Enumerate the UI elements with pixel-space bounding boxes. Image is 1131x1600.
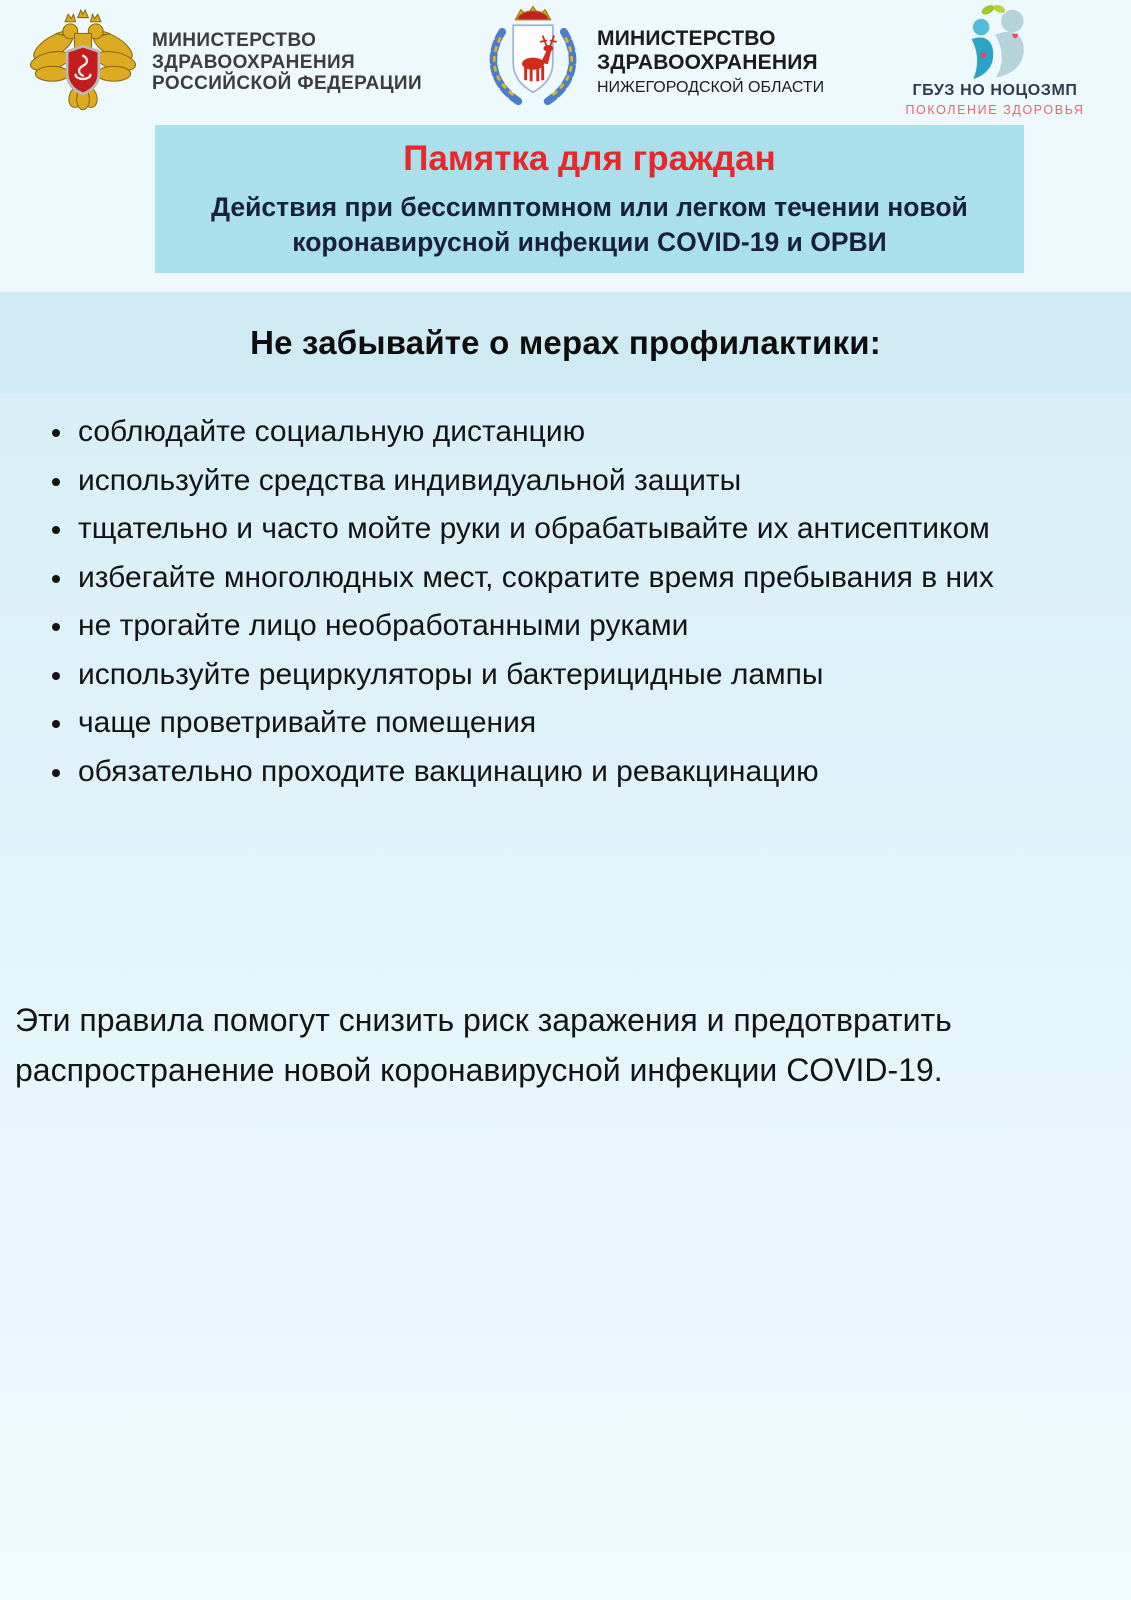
section-heading-band: [0, 292, 1131, 393]
gbuz-title: ГБУЗ НО НОЦОЗМП: [912, 82, 1078, 99]
nn-ministry-line3: НИЖЕГОРОДСКОЙ ОБЛАСТИ: [597, 79, 825, 96]
list-item: используйте рециркуляторы и бактерицидные лампы: [48, 651, 1088, 700]
generation-of-health-figures-icon: [935, 2, 1055, 80]
nizhny-novgorod-coat-of-arms-icon: [478, 0, 588, 112]
title-banner: [155, 125, 1024, 273]
rf-ministry-line1: МИНИСТЕРСТВО: [152, 30, 317, 51]
leaflet-subtitle: Действия при бессимптомном или легком течении новой коронавирусной инфекции COVID-19 и ОРВИ: [211, 192, 968, 257]
list-item: обязательно проходите вакцинацию и ревакцинацию: [48, 748, 1088, 797]
leaflet-title: Памятка для граждан: [403, 139, 776, 178]
gbuz-subtitle: ПОКОЛЕНИЕ ЗДОРОВЬЯ: [905, 103, 1085, 117]
list-item: используйте средства индивидуальной защиты: [48, 457, 1088, 506]
rf-ministry-name: [152, 30, 422, 95]
header: [0, 0, 1131, 122]
gbuz-logo-block: [878, 2, 1112, 117]
prevention-measures-list: [48, 408, 1088, 796]
nn-ministry-line2: ЗДРАВООХРАНЕНИЯ: [597, 51, 818, 74]
list-item: соблюдайте социальную дистанцию: [48, 408, 1088, 457]
nn-ministry-line1: МИНИСТЕРСТВО: [597, 27, 776, 50]
rf-ministry-line3: РОССИЙСКОЙ ФЕДЕРАЦИИ: [152, 73, 423, 94]
list-item: не трогайте лицо необработанными руками: [48, 602, 1088, 651]
nn-ministry-name: [597, 27, 824, 99]
list-item: избегайте многолюдных мест, сократите время пребывания в них: [48, 554, 1088, 603]
section-heading: Не забывайте о мерах профилактики:: [250, 323, 881, 361]
rf-health-ministry-eagle-icon: [30, 6, 136, 116]
rf-ministry-line2: ЗДРАВООХРАНЕНИЯ: [152, 51, 356, 73]
closing-paragraph: Эти правила помогут снизить риск заражения и предотвратить распространение новой коронавирусной инфекции COVID-19.: [15, 1002, 952, 1088]
list-item: тщательно и часто мойте руки и обрабатывайте их антисептиком: [48, 505, 1088, 554]
list-item: чаще проветривайте помещения: [48, 699, 1088, 748]
